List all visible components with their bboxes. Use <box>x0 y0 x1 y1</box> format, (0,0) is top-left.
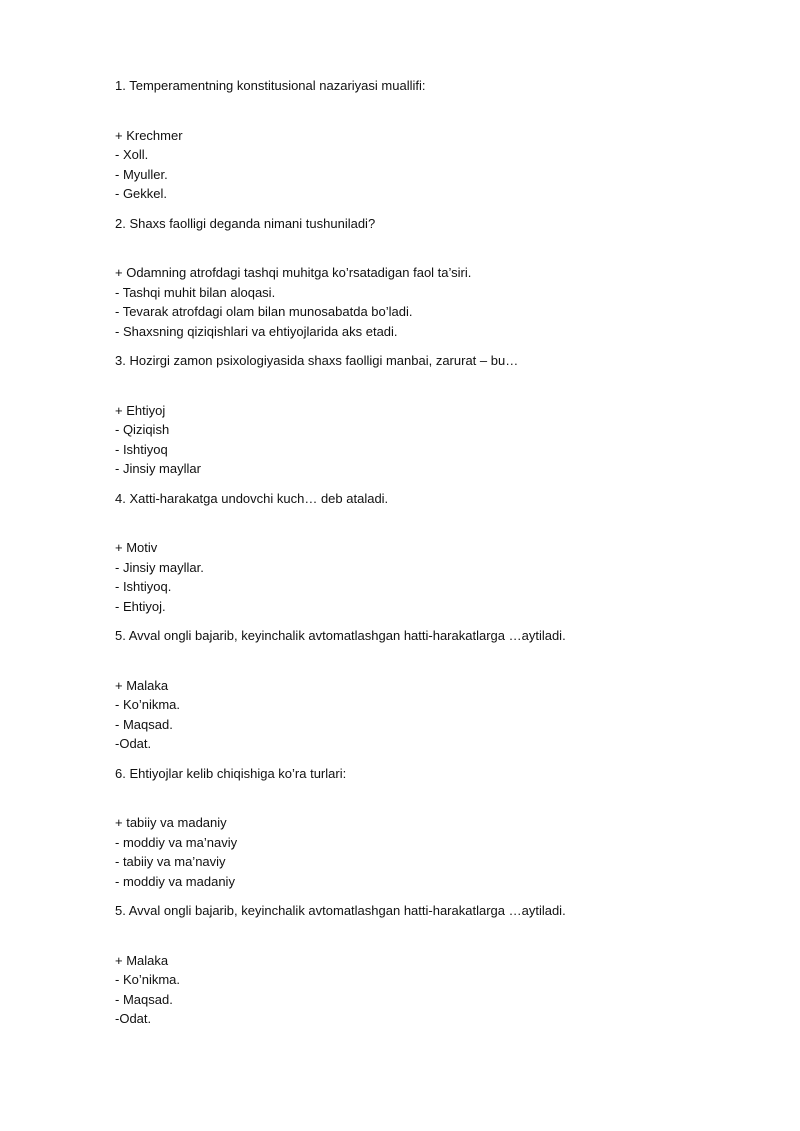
answer-list <box>115 951 735 1029</box>
question-block-2 <box>115 214 735 342</box>
answer-option: - Ko’nikma. <box>115 697 181 712</box>
question-text: 3. Hozirgi zamon psixologiyasida shaxs faolligi manbai, zarurat – bu… <box>115 353 519 368</box>
answer-option: + Krechmer <box>115 127 183 143</box>
question-text: 6. Ehtiyojlar kelib chiqishiga ko’ra turlari: <box>115 765 347 781</box>
answer-list <box>115 813 735 891</box>
answer-option: + Malaka <box>115 952 169 968</box>
answer-option: - Jinsiy mayllar <box>115 461 201 476</box>
answer-option: - moddiy va ma’naviy <box>115 834 238 850</box>
answer-option: - Maqsad. <box>115 716 173 732</box>
answer-option: -Odat. <box>115 736 152 751</box>
question-block-7 <box>115 901 735 1029</box>
answer-option: - Tashqi muhit bilan aloqasi. <box>115 284 276 300</box>
question-text: 4. Xatti-harakatga undovchi kuch… deb ataladi. <box>115 490 389 506</box>
answer-option: - Maqsad. <box>115 991 173 1007</box>
answer-option: - Qiziqish <box>115 422 170 437</box>
answer-list <box>115 538 735 616</box>
answer-option: - Jinsiy mayllar. <box>115 559 204 575</box>
question-block-3 <box>115 351 735 479</box>
answer-list <box>115 263 735 341</box>
answer-list <box>115 401 735 479</box>
answer-option: + Malaka <box>115 677 169 693</box>
answer-option: + Ehtiyoj <box>115 402 166 418</box>
answer-option: + Odamning atrofdagi tashqi muhitga ko’rsatadigan faol ta’siri. <box>115 265 472 280</box>
question-text: 2. Shaxs faolligi deganda nimani tushuniladi? <box>115 215 376 231</box>
question-block-1 <box>115 76 735 204</box>
question-block-6 <box>115 764 735 892</box>
answer-option: - Xoll. <box>115 147 149 162</box>
answer-option: - Myuller. <box>115 166 168 182</box>
answer-option: - Gekkel. <box>115 186 168 201</box>
question-block-5 <box>115 626 735 754</box>
question-text: 5. Avval ongli bajarib, keyinchalik avtomatlashgan hatti-harakatlarga …aytiladi. <box>115 628 566 643</box>
question-text: 5. Avval ongli bajarib, keyinchalik avtomatlashgan hatti-harakatlarga …aytiladi. <box>115 903 566 918</box>
answer-option: - Ishtiyoq. <box>115 579 172 594</box>
answer-option: + tabiiy va madaniy <box>115 815 227 830</box>
answer-option: - Ishtiyoq <box>115 441 168 457</box>
answer-option: -Odat. <box>115 1011 152 1026</box>
question-block-4 <box>115 489 735 617</box>
answer-option: - moddiy va madaniy <box>115 873 235 889</box>
answer-option: - tabiiy va ma’naviy <box>115 854 226 869</box>
question-text: 1. Temperamentning konstitusional nazariyasi muallifi: <box>115 78 426 93</box>
answer-option: - Shaxsning qiziqishlari va ehtiyojlarida aks etadi. <box>115 323 398 339</box>
answer-option: - Ehtiyoj. <box>115 598 166 614</box>
answer-list <box>115 126 735 204</box>
document-content <box>115 76 735 1039</box>
answer-list <box>115 676 735 754</box>
answer-option: - Ko’nikma. <box>115 972 181 987</box>
answer-option: + Motiv <box>115 540 158 555</box>
answer-option: - Tevarak atrofdagi olam bilan munosabatda bo’ladi. <box>115 304 413 319</box>
